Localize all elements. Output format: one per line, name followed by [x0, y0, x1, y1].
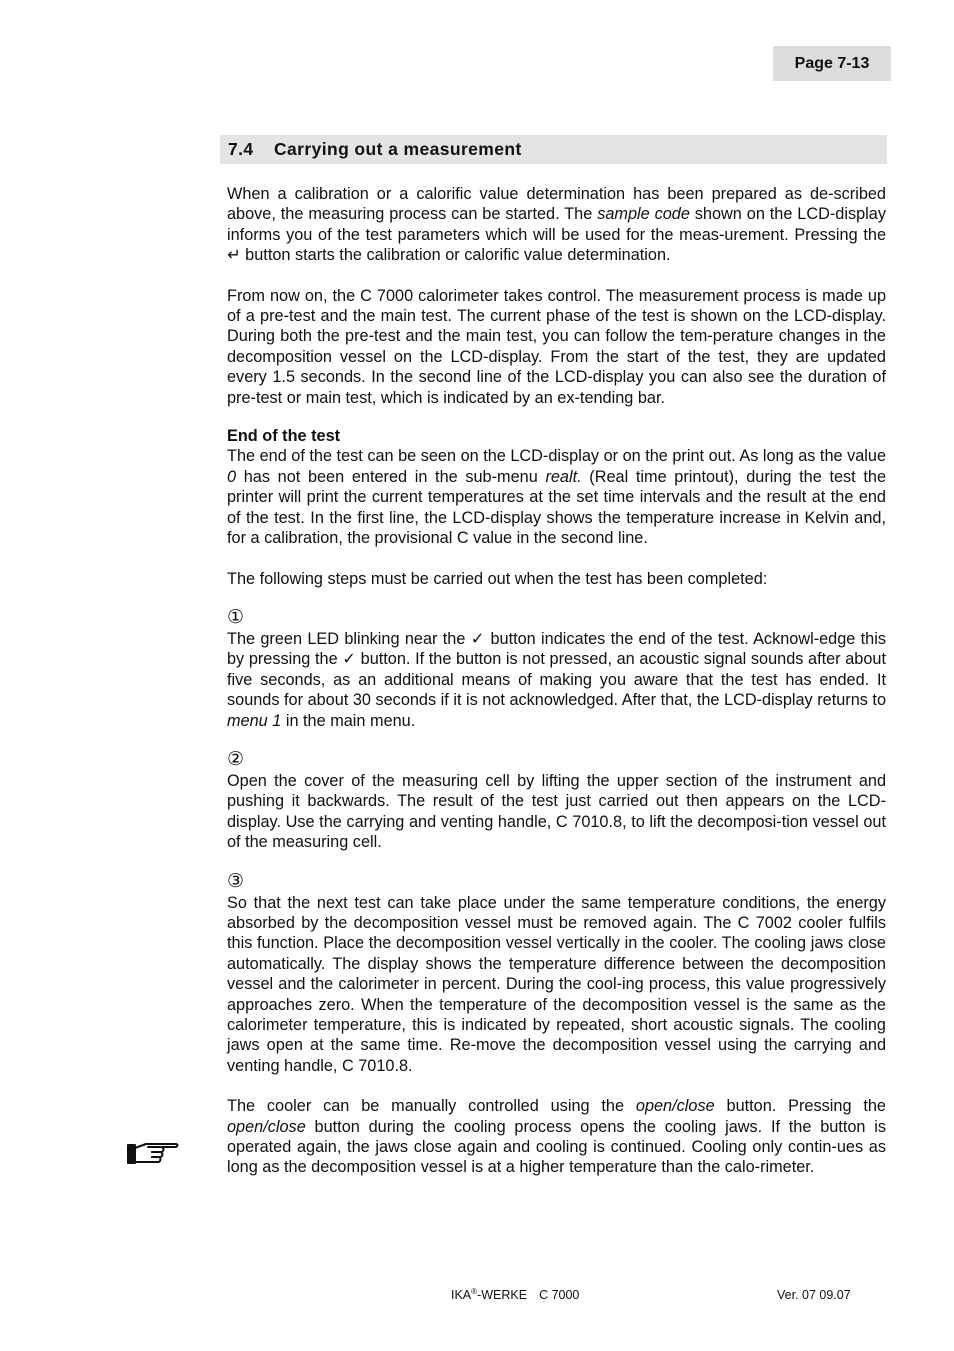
text-run: The cooler can be manually controlled using the: [227, 1097, 636, 1116]
step-2-marker: ②: [227, 748, 245, 770]
step-3-marker: ③: [227, 870, 245, 892]
section-title: Carrying out a measurement: [274, 139, 522, 159]
emphasis-value: 0: [227, 467, 237, 486]
pointing-hand-icon: [126, 1136, 180, 1166]
text-run: button starts the calibration or calorific value determination.: [240, 246, 671, 265]
text-run: When a calibration or a calorific value determination has been prepared as de-scribed above, the measuring process can be started. The: [227, 185, 886, 224]
checkmark-icon: ✓: [342, 650, 357, 669]
footer-model: C 7000: [539, 1288, 580, 1302]
main-content: [227, 184, 886, 1178]
step-2-paragraph: Open the cover of the measuring cell by lifting the upper section of the instrument and pushing it backwards. The result of the test just carried out then appears on the LCD-display. Use the carrying and venting handle, C 7010.8, to lift the decomposi-tion vessel out of the measuring cell.: [227, 771, 886, 852]
step-1-marker: ①: [227, 606, 245, 628]
text-run: button during the cooling process opens the cooling jaws. If the button is operated again, the jaws close again and cooling is continued. Cooling only contin-ues as long as the decomposition vessel is at a higher temperature than the calo-rimeter.: [227, 1117, 886, 1177]
text-run: shown on the LCD-display informs you of the test parameters which will be used for the meas-urement. Pressing the: [227, 205, 886, 244]
checkmark-icon: ✓: [470, 629, 486, 648]
emphasis-realt: realt.: [545, 467, 582, 486]
footer-version: Ver. 07 09.07: [777, 1288, 851, 1302]
section-heading: [220, 135, 887, 164]
step-1-paragraph: [227, 629, 886, 731]
text-run: The green LED blinking near the: [227, 629, 471, 648]
emphasis-open-close: open/close: [227, 1117, 306, 1136]
intro-paragraph: [227, 184, 886, 266]
emphasis-menu-1: menu 1: [227, 711, 282, 730]
end-of-test-paragraph: [227, 446, 886, 548]
text-run: button. Pressing the: [714, 1097, 886, 1116]
end-of-test-heading: End of the test: [227, 427, 341, 446]
text-run: button. If the button is not pressed, an acoustic signal sounds after about five seconds, as an additional means of making you aware that the test has ended. It sounds for about 30 seconds if it is not acknowledged. After that, the LCD-display returns to: [227, 650, 886, 710]
step-3-paragraph: So that the next test can take place under the same temperature conditions, the energy absorbed by the decomposition vessel must be removed again. The C 7002 cooler fulfils this function. Place the decomposition vessel vertically in the cooler. The cooling jaws close automatically. The display shows the temperature difference between the decomposition vessel and the calorimeter in percent. During the cool-ing process, this value progressively approaches zero. When the temperature of the decomposition vessel is the same as the calorimeter temperature, this is indicated by repeated, short acoustic signals. The cooling jaws open at the same time. Re-move the decomposition vessel using the carrying and venting handle, C 7010.8.: [227, 893, 886, 1075]
registered-mark: ®: [471, 1286, 478, 1296]
emphasis-sample-code: sample code: [597, 205, 690, 224]
text-run: The end of the test can be seen on the LCD-display or on the print out. As long as the value: [227, 447, 886, 466]
steps-intro-paragraph: The following steps must be carried out when the test has been completed:: [227, 569, 768, 588]
cooler-note-paragraph: [227, 1096, 886, 1178]
text-run: button indicates the end of the test. Acknowl-edge this by pressing the: [227, 629, 886, 669]
enter-key-icon: ↵: [227, 246, 241, 265]
text-run: in the main menu.: [281, 711, 416, 730]
page-number-badge: Page 7-13: [773, 46, 891, 81]
text-run: (Real time printout), during the test the printer will print the current temperatures at the set time intervals and the result at the end of the test. In the first line, the LCD-display shows the temperature increase in Kelvin and, for a calibration, the provisional C value in the second line.: [227, 467, 886, 548]
process-paragraph: From now on, the C 7000 calorimeter takes control. The measurement process is made up of a pre-test and the main test. The current phase of the test is shown on the LCD-display. During both the pre-test and the main test, you can follow the tem-perature changes in the decomposition vessel on the LCD-display. From the start of the test, they are updated every 1.5 seconds. In the second line of the LCD-display you can also see the duration of pre-test or main test, which is indicated by an ex-tending bar.: [227, 286, 886, 407]
footer-brand-suffix: -WERKE: [477, 1288, 528, 1302]
footer-brand: [451, 1288, 579, 1302]
text-run: has not been entered in the sub-menu: [236, 467, 546, 486]
section-number: 7.4: [228, 139, 254, 159]
emphasis-open-close: open/close: [635, 1097, 715, 1116]
footer-brand-name: IKA: [451, 1288, 472, 1302]
